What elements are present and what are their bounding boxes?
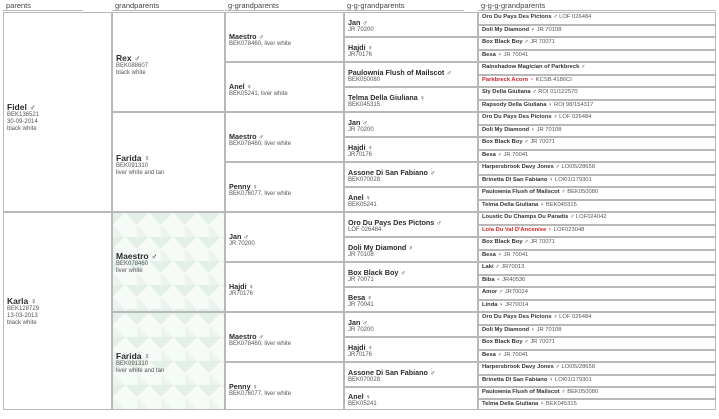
ggg-row-5 xyxy=(478,62,716,75)
header-g-g-grandparents: g-g-grandparents xyxy=(344,0,464,11)
ggg-row-16 xyxy=(478,200,716,213)
ggg-name: Besa ♀ xyxy=(482,51,502,58)
ggg-row-31 xyxy=(478,387,716,399)
ggg-row-2 xyxy=(478,25,716,38)
gg-grandparent-4-reg: BEK045315 xyxy=(348,102,381,108)
gg-grandparent-11-name: Box Black Boy ♂ xyxy=(348,268,406,277)
ggg-name: Box Black Boy ♂ xyxy=(482,239,529,245)
gg-grandparent-3 xyxy=(344,62,478,87)
g-grandparent-3-reg: BEK078460, liver white xyxy=(229,141,292,147)
ggg-name: Besa ♀ xyxy=(482,151,502,158)
ggg-reg: KCSB 4186CI xyxy=(535,76,572,83)
parent-dam-name: Karla ♀ xyxy=(7,296,37,306)
g-grandparent-2 xyxy=(225,62,344,112)
ggg-name: Box Black Boy ♂ xyxy=(482,39,529,45)
grandparent-3 xyxy=(112,212,225,312)
ggg-row-28 xyxy=(478,350,716,363)
ggg-row-1 xyxy=(478,12,716,25)
ggg-row-25 xyxy=(478,312,716,325)
ggg-reg: LOF023048 xyxy=(553,226,585,233)
ggg-reg: BEK045315 xyxy=(545,201,577,208)
ggg-reg: LOF 026484 xyxy=(559,14,592,20)
gg-grandparent-13-name: Jan ♂ xyxy=(348,318,368,327)
ggg-row-4 xyxy=(478,50,716,63)
ggg-reg: JR 70041 xyxy=(503,351,529,358)
ggg-row-21 xyxy=(478,262,716,275)
ggg-reg: JR 70071 xyxy=(530,39,556,45)
ggg-reg: JR40536 xyxy=(502,276,526,283)
gg-grandparent-14-name: Hajdi ♀ xyxy=(348,343,373,352)
parent-dam-color: black white xyxy=(7,319,37,326)
g-grandparent-2-reg: BEK05241, liver white xyxy=(229,91,288,97)
ggg-reg: JR 70108 xyxy=(536,26,562,33)
ggg-row-18 xyxy=(478,225,716,238)
gg-grandparent-10 xyxy=(344,237,478,262)
gg-grandparent-9-reg: LOF 026484 xyxy=(348,227,382,233)
gg-grandparent-6-name: Hajdi ♀ xyxy=(348,143,373,152)
gg-grandparent-16 xyxy=(344,387,478,410)
ggg-name: Brinetta Di San Fabiano ♀ xyxy=(482,176,554,183)
gg-grandparent-6-reg: JR70176 xyxy=(348,152,373,158)
gg-grandparent-15-name: Assone Di San Fabiano ♂ xyxy=(348,368,436,377)
gg-grandparent-2-reg: JR70176 xyxy=(348,52,373,58)
g-grandparent-4 xyxy=(225,162,344,212)
gg-grandparent-12-reg: JR 70041 xyxy=(348,302,374,308)
header-g-grandparents: g-grandparents xyxy=(225,0,347,11)
ggg-row-19 xyxy=(478,237,716,250)
grandparent-1-color: black white xyxy=(116,69,146,76)
ggg-reg: ROI 01/122570 xyxy=(538,89,578,95)
ggg-row-30 xyxy=(478,375,716,388)
ggg-name: Paulownia Flush of Mailscot ♂ xyxy=(482,389,566,395)
ggg-name: Laki ♂ xyxy=(482,264,500,270)
ggg-name: Biba ♀ xyxy=(482,276,501,283)
g-grandparent-4-name: Penny ♀ xyxy=(229,182,258,191)
ggg-row-22 xyxy=(478,275,716,288)
ggg-row-23 xyxy=(478,287,716,300)
grandparent-4-reg: BEK091310 xyxy=(116,361,149,367)
ggg-row-11 xyxy=(478,137,716,150)
ggg-reg: LOF 026484 xyxy=(559,114,592,120)
ggg-name: Oro Du Pays Des Pictons ♂ xyxy=(482,114,558,120)
ggg-name: Besa ♀ xyxy=(482,351,502,358)
g-grandparent-8-reg: BEK076077, liver white xyxy=(229,391,292,397)
ggg-name: Doli My Diamond ♀ xyxy=(482,26,535,33)
ggg-reg: JR70013 xyxy=(501,264,525,270)
ggg-row-12 xyxy=(478,150,716,163)
grandparent-4-color: liver white and tan xyxy=(116,367,165,374)
ggg-name: Linda ♀ xyxy=(482,301,504,308)
parent-sire xyxy=(3,12,112,212)
ggg-row-27 xyxy=(478,337,716,350)
gg-grandparent-8-reg: BEK05241 xyxy=(348,202,377,208)
ggg-reg: JR70014 xyxy=(505,301,529,308)
ggg-reg: LOF 026484 xyxy=(559,314,592,320)
gg-grandparent-7-name: Assone Di San Fabiano ♂ xyxy=(348,168,436,177)
parent-dam xyxy=(3,212,112,410)
gg-grandparent-9-name: Oro Du Pays Des Pictons ♂ xyxy=(348,218,442,227)
gg-grandparent-10-reg: JR 70108 xyxy=(348,252,374,258)
parent-sire-reg: BEK136521 xyxy=(7,112,40,118)
grandparent-2-name: Farida ♀ xyxy=(116,153,151,163)
ggg-reg: JR 70041 xyxy=(503,151,529,158)
ggg-reg: LOF024042 xyxy=(575,214,607,220)
grandparent-1-reg: BEK088607 xyxy=(116,63,149,69)
ggg-name: Telma Della Giuliana ♀ xyxy=(482,401,545,407)
g-grandparent-5 xyxy=(225,212,344,262)
ggg-name: Besa ♀ xyxy=(482,251,502,258)
ggg-name: Harpersbrook Davy Jones ♂ xyxy=(482,164,560,170)
ggg-row-8 xyxy=(478,100,716,113)
gg-grandparent-1 xyxy=(344,12,478,37)
gg-grandparent-15 xyxy=(344,362,478,387)
parent-sire-date: 30-09-2014 xyxy=(7,118,38,125)
g-grandparent-3-name: Maestro ♂ xyxy=(229,132,264,141)
gg-grandparent-15-reg: BEK070028 xyxy=(348,377,381,383)
ggg-row-6 xyxy=(478,75,716,88)
grandparent-3-name: Maestro ♂ xyxy=(116,251,158,261)
gg-grandparent-11-reg: JR 70071 xyxy=(348,277,374,283)
ggg-row-29 xyxy=(478,362,716,375)
gg-grandparent-16-name: Anel ♀ xyxy=(348,392,371,401)
gg-grandparent-5-reg: JR 70200 xyxy=(348,127,374,133)
g-grandparent-1 xyxy=(225,12,344,62)
parent-dam-reg: BEK128729 xyxy=(7,306,40,312)
ggg-name: Amor ♂ xyxy=(482,289,504,295)
ggg-reg: LOI01/179301 xyxy=(554,376,592,383)
ggg-row-17 xyxy=(478,212,716,225)
grandparent-3-reg: BEK078460 xyxy=(116,261,149,267)
header-parents: parents xyxy=(3,0,83,11)
g-grandparent-6-reg: JR70176 xyxy=(229,291,254,297)
gg-grandparent-7-reg: BEK070028 xyxy=(348,177,381,183)
ggg-name: Sly Della Giuliana ♂ xyxy=(482,89,537,95)
ggg-name: Lola Du Val D'Ancenise ♀ xyxy=(482,226,553,233)
g-grandparent-6-name: Hajdi ♀ xyxy=(229,282,254,291)
ggg-row-13 xyxy=(478,162,716,175)
ggg-reg: BEK050080 xyxy=(567,389,599,395)
grandparent-3-color: liver white xyxy=(116,267,143,274)
ggg-reg: BEK050080 xyxy=(567,189,599,195)
ggg-row-32 xyxy=(478,399,716,410)
ggg-row-7 xyxy=(478,87,716,100)
g-grandparent-3 xyxy=(225,112,344,162)
ggg-reg: JR 70108 xyxy=(536,326,562,333)
gg-grandparent-2 xyxy=(344,37,478,62)
ggg-name: Oro Du Pays Des Pictons ♂ xyxy=(482,14,558,20)
ggg-reg: LOI05/28658 xyxy=(561,164,595,170)
gg-grandparent-3-name: Paulownia Flush of Mailscot ♂ xyxy=(348,68,452,77)
g-grandparent-7-name: Maestro ♂ xyxy=(229,332,264,341)
g-grandparent-2-name: Anel ♀ xyxy=(229,82,252,91)
g-grandparent-7 xyxy=(225,312,344,362)
header-g-g-g-grandparents: g-g-g-grandparents xyxy=(478,0,716,11)
gg-grandparent-14 xyxy=(344,337,478,362)
ggg-row-9 xyxy=(478,112,716,125)
g-grandparent-6 xyxy=(225,262,344,312)
ggg-reg: JR 70071 xyxy=(530,139,556,145)
parent-sire-color: black white xyxy=(7,125,37,132)
gg-grandparent-16-reg: BEK05241 xyxy=(348,401,377,407)
g-grandparent-1-reg: BEK078460, liver white xyxy=(229,41,292,47)
ggg-name: Doli My Diamond ♀ xyxy=(482,126,535,133)
ggg-row-20 xyxy=(478,250,716,263)
ggg-name: Oro Du Pays Des Pictons ♂ xyxy=(482,314,558,320)
gg-grandparent-9 xyxy=(344,212,478,237)
ggg-reg: LOI05/28658 xyxy=(561,364,595,370)
grandparent-2 xyxy=(112,112,225,212)
ggg-reg: JR 70108 xyxy=(536,126,562,133)
g-grandparent-4-reg: BEK076077, liver white xyxy=(229,191,292,197)
gg-grandparent-3-reg: BEK050080 xyxy=(348,77,381,83)
ggg-reg: JR70024 xyxy=(504,289,528,295)
gg-grandparent-4 xyxy=(344,87,478,112)
gg-grandparent-7 xyxy=(344,162,478,187)
gg-grandparent-13 xyxy=(344,312,478,337)
g-grandparent-8-name: Penny ♀ xyxy=(229,382,258,391)
ggg-reg: LOI01/179301 xyxy=(554,176,592,183)
g-grandparent-5-reg: JR 70200 xyxy=(229,241,255,247)
ggg-name: Telma Della Giuliana ♀ xyxy=(482,201,545,208)
gg-grandparent-1-reg: JR 70200 xyxy=(348,27,374,33)
g-grandparent-7-reg: BEK078460, liver white xyxy=(229,341,292,347)
gg-grandparent-8 xyxy=(344,187,478,212)
gg-grandparent-6 xyxy=(344,137,478,162)
ggg-row-10 xyxy=(478,125,716,138)
g-grandparent-5-name: Jan ♂ xyxy=(229,232,249,241)
ggg-reg: JR 70041 xyxy=(503,51,529,58)
gg-grandparent-5 xyxy=(344,112,478,137)
grandparent-2-color: liver white and tan xyxy=(116,169,165,176)
gg-grandparent-14-reg: JR70176 xyxy=(348,352,373,358)
ggg-reg: JR 70041 xyxy=(503,251,529,258)
ggg-row-15 xyxy=(478,187,716,200)
ggg-row-3 xyxy=(478,37,716,50)
gg-grandparent-8-name: Anel ♀ xyxy=(348,193,371,202)
ggg-name: Rapsody Della Giuliana ♀ xyxy=(482,101,553,108)
gg-grandparent-13-reg: JR 70200 xyxy=(348,327,374,333)
ggg-row-24 xyxy=(478,300,716,313)
gg-grandparent-10-name: Doli My Diamond ♀ xyxy=(348,243,414,252)
grandparent-1-name: Rex ♂ xyxy=(116,53,141,63)
ggg-row-26 xyxy=(478,325,716,338)
parent-dam-date: 13-03-2013 xyxy=(7,312,38,319)
g-grandparent-1-name: Maestro ♂ xyxy=(229,32,264,41)
gg-grandparent-4-name: Telma Della Giuliana ♀ xyxy=(348,93,426,102)
ggg-name: Box Black Boy ♂ xyxy=(482,139,529,145)
ggg-name: Rainshadow Magician of Parkbreck ♂ xyxy=(482,64,586,70)
ggg-reg: JR 70071 xyxy=(530,239,556,245)
grandparent-4-name: Farida ♀ xyxy=(116,351,151,361)
ggg-name: Box Black Boy ♂ xyxy=(482,339,529,345)
parent-sire-name: Fidel ♂ xyxy=(7,102,36,112)
ggg-name: Brinetta Di San Fabiano ♀ xyxy=(482,376,554,383)
ggg-name: Parkbreck Acorn ♀ xyxy=(482,76,535,83)
ggg-reg: JR 70071 xyxy=(530,339,556,345)
g-grandparent-8 xyxy=(225,362,344,410)
ggg-reg: BEK045315 xyxy=(545,401,577,407)
gg-grandparent-12-name: Besa ♀ xyxy=(348,293,373,302)
gg-grandparent-5-name: Jan ♂ xyxy=(348,118,368,127)
gg-grandparent-1-name: Jan ♂ xyxy=(348,18,368,27)
gg-grandparent-12 xyxy=(344,287,478,312)
ggg-name: Harpersbrook Davy Jones ♂ xyxy=(482,364,560,370)
grandparent-2-reg: BEK091310 xyxy=(116,163,149,169)
ggg-row-14 xyxy=(478,175,716,188)
ggg-name: Paulownia Flush of Mailscot ♂ xyxy=(482,189,566,195)
ggg-reg: ROI 98/154317 xyxy=(554,101,594,108)
header-grandparents: grandparents xyxy=(112,0,224,11)
gg-grandparent-11 xyxy=(344,262,478,287)
gg-grandparent-2-name: Hajdi ♀ xyxy=(348,43,373,52)
grandparent-1 xyxy=(112,12,225,112)
ggg-name: Doli My Diamond ♀ xyxy=(482,326,535,333)
ggg-name: Loustic Du Champs Du Paradis ♂ xyxy=(482,214,575,220)
grandparent-4 xyxy=(112,312,225,410)
